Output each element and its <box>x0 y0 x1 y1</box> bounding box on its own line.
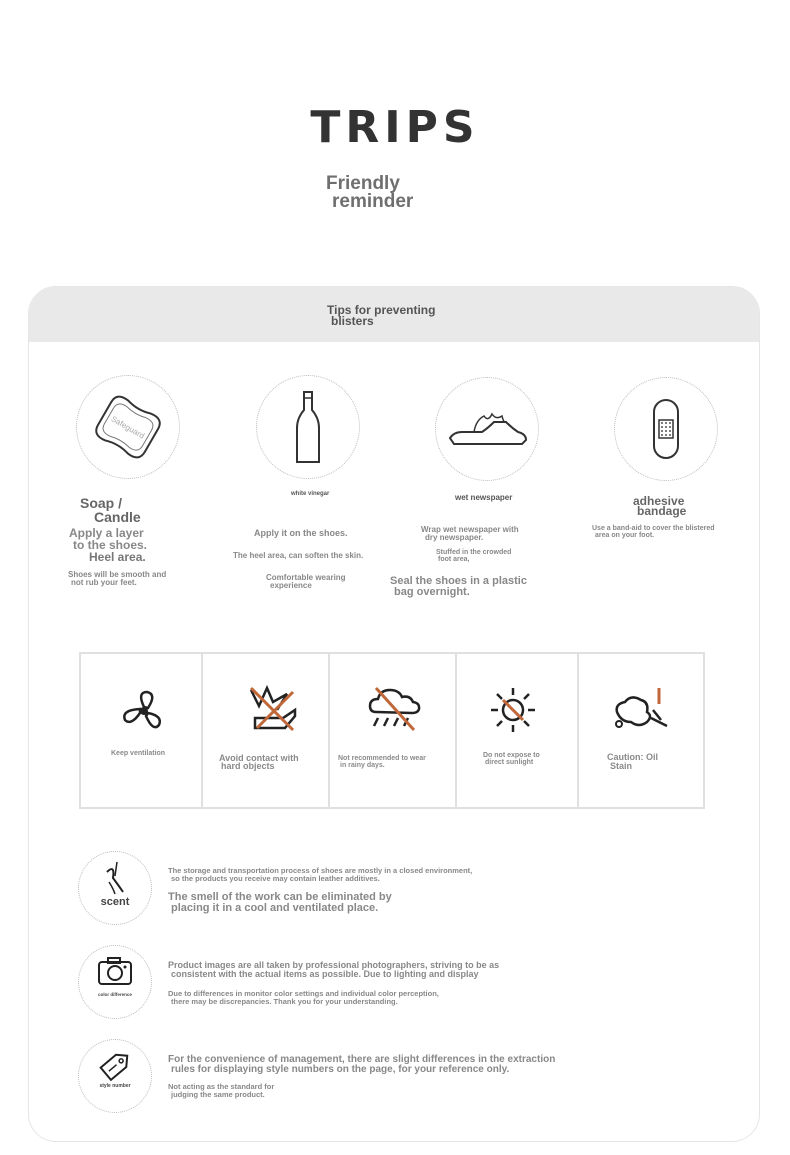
note-scent-line-2: so the products you receive may contain leather additives. <box>171 874 380 883</box>
note-color-line-3: Due to differences in monitor color settings and individual color perception, <box>168 989 439 998</box>
care-cell-hard-objects <box>203 654 330 807</box>
note-style-text-2 <box>168 1083 274 1099</box>
care-caption-oil <box>607 753 658 771</box>
tip-newspaper-line-3: Stuffed in the crowded <box>436 549 512 556</box>
blister-tips-card <box>28 286 760 1142</box>
tip-newspaper-heading: wet newspaper <box>455 493 513 502</box>
page-subtitle <box>326 175 413 211</box>
tip-newspaper-text-3 <box>390 576 527 598</box>
note-color-line-4: there may be discrepancies. Thank you for your understanding. <box>171 997 398 1006</box>
style-number-label: style number <box>99 1083 131 1089</box>
tip-vinegar-line-3: Comfortable wearing <box>266 573 346 582</box>
fan-icon <box>119 686 169 736</box>
care-cell-oil <box>579 654 703 807</box>
tip-soap-heading-2: Candle <box>94 509 141 525</box>
care-caption-hard-objects-1: Avoid contact with <box>219 753 299 763</box>
tip-soap-line-2: to the shoes. <box>73 538 148 552</box>
note-color-text-1 <box>168 961 499 979</box>
care-caption-sunlight-1: Do not expose to <box>483 752 540 759</box>
tip-soap-note-2: not rub your feet. <box>71 578 137 587</box>
tip-newspaper-line-1: Wrap wet newspaper with <box>421 525 519 534</box>
no-hard-objects-icon <box>247 684 299 734</box>
tag-icon <box>78 1039 152 1113</box>
no-rain-icon <box>366 684 422 734</box>
tip-soap-line-3: Heel area. <box>89 550 146 564</box>
bottle-icon <box>256 375 360 479</box>
tip-newspaper-text-1 <box>421 526 519 542</box>
note-color-line-1: Product images are all taken by professional photographers, striving to be as <box>168 960 500 970</box>
oil-stain-icon <box>613 686 671 730</box>
care-caption-sunlight <box>483 752 540 766</box>
tip-soap-line-1: Apply a layer <box>69 526 144 540</box>
tip-newspaper-line-6: bag overnight. <box>394 586 470 598</box>
note-scent-line-3: The smell of the work can be eliminated by <box>168 891 392 903</box>
tip-vinegar-line-2: The heel area, can soften the skin. <box>233 551 364 560</box>
tip-vinegar-heading: white vinegar <box>291 491 330 497</box>
tip-bandage-heading-2: bandage <box>637 504 687 518</box>
card-title-line-1: Tips for preventing <box>327 303 436 317</box>
care-caption-rain <box>338 755 426 769</box>
care-caption-hard-objects <box>219 754 299 770</box>
tip-newspaper-text-2 <box>436 549 511 563</box>
note-style-line-4: judging the same product. <box>171 1090 265 1099</box>
camera-icon <box>78 945 152 1019</box>
tip-newspaper-line-2: dry newspaper. <box>425 533 484 542</box>
page-title: TRIPS <box>310 102 480 153</box>
subtitle-line-1: Friendly <box>326 173 400 194</box>
tip-soap-note-1: Shoes will be smooth and <box>68 570 167 579</box>
tip-bandage-heading-1: adhesive <box>633 494 685 508</box>
care-caption-sunlight-2: direct sunlight <box>485 759 534 766</box>
care-caption-rain-2: in rainy days. <box>340 762 385 769</box>
scent-label: scent <box>100 896 130 908</box>
care-instructions-grid <box>79 652 705 809</box>
tip-soap-note <box>68 571 166 587</box>
tip-newspaper-line-5: Seal the shoes in a plastic <box>390 575 527 587</box>
tip-vinegar-line-4: experience <box>270 581 312 590</box>
note-scent-line-1: The storage and transportation process of shoes are mostly in a closed environment, <box>168 866 473 875</box>
scent-icon <box>78 851 152 925</box>
care-cell-rain <box>330 654 457 807</box>
tip-soap-heading <box>80 496 141 524</box>
care-caption-oil-2: Stain <box>610 761 633 771</box>
no-sunlight-icon <box>489 686 537 734</box>
tip-bandage-heading <box>633 496 686 516</box>
bandage-icon <box>614 377 718 481</box>
tip-bandage-text <box>592 525 715 539</box>
shoe-newspaper-icon <box>435 377 539 481</box>
tip-soap-text <box>69 527 147 563</box>
tip-soap-heading-1: Soap / <box>80 495 123 511</box>
note-style-line-2: rules for displaying style numbers on the page, for your reference only. <box>171 1064 510 1075</box>
note-color-text-2 <box>168 990 439 1006</box>
subtitle-line-2: reminder <box>332 191 414 212</box>
care-cell-sunlight <box>457 654 579 807</box>
tip-bandage-line-1: Use a band-aid to cover the blistered <box>592 525 715 532</box>
tip-bandage-line-2: area on your foot. <box>595 532 655 539</box>
care-cell-ventilation <box>81 654 203 807</box>
note-style-text-1 <box>168 1055 555 1075</box>
care-caption-hard-objects-2: hard objects <box>221 761 275 771</box>
tip-newspaper-line-4: foot area, <box>438 556 470 563</box>
tip-vinegar-line-1: Apply it on the shoes. <box>254 528 348 538</box>
note-style-line-1: For the convenience of management, there are slight differences in the extraction <box>168 1054 556 1065</box>
note-scent-text-1 <box>168 867 472 883</box>
note-color-line-2: consistent with the actual items as possible. Due to lighting and display <box>171 969 479 979</box>
soap-icon <box>76 375 180 479</box>
card-title <box>327 305 435 327</box>
care-caption-oil-1: Caution: Oil <box>607 752 658 762</box>
color-difference-label: color difference <box>98 992 132 997</box>
note-scent-line-4: placing it in a cool and ventilated place. <box>171 902 379 914</box>
note-style-line-3: Not acting as the standard for <box>168 1082 275 1091</box>
care-caption-ventilation <box>111 750 165 757</box>
care-caption-ventilation-1: Keep ventilation <box>111 750 166 757</box>
care-caption-rain-1: Not recommended to wear <box>338 755 426 762</box>
tip-vinegar-text <box>266 574 346 590</box>
soap-brand-text: Safeguard <box>109 414 146 441</box>
note-scent-text-2 <box>168 892 392 914</box>
card-title-line-2: blisters <box>331 314 374 328</box>
